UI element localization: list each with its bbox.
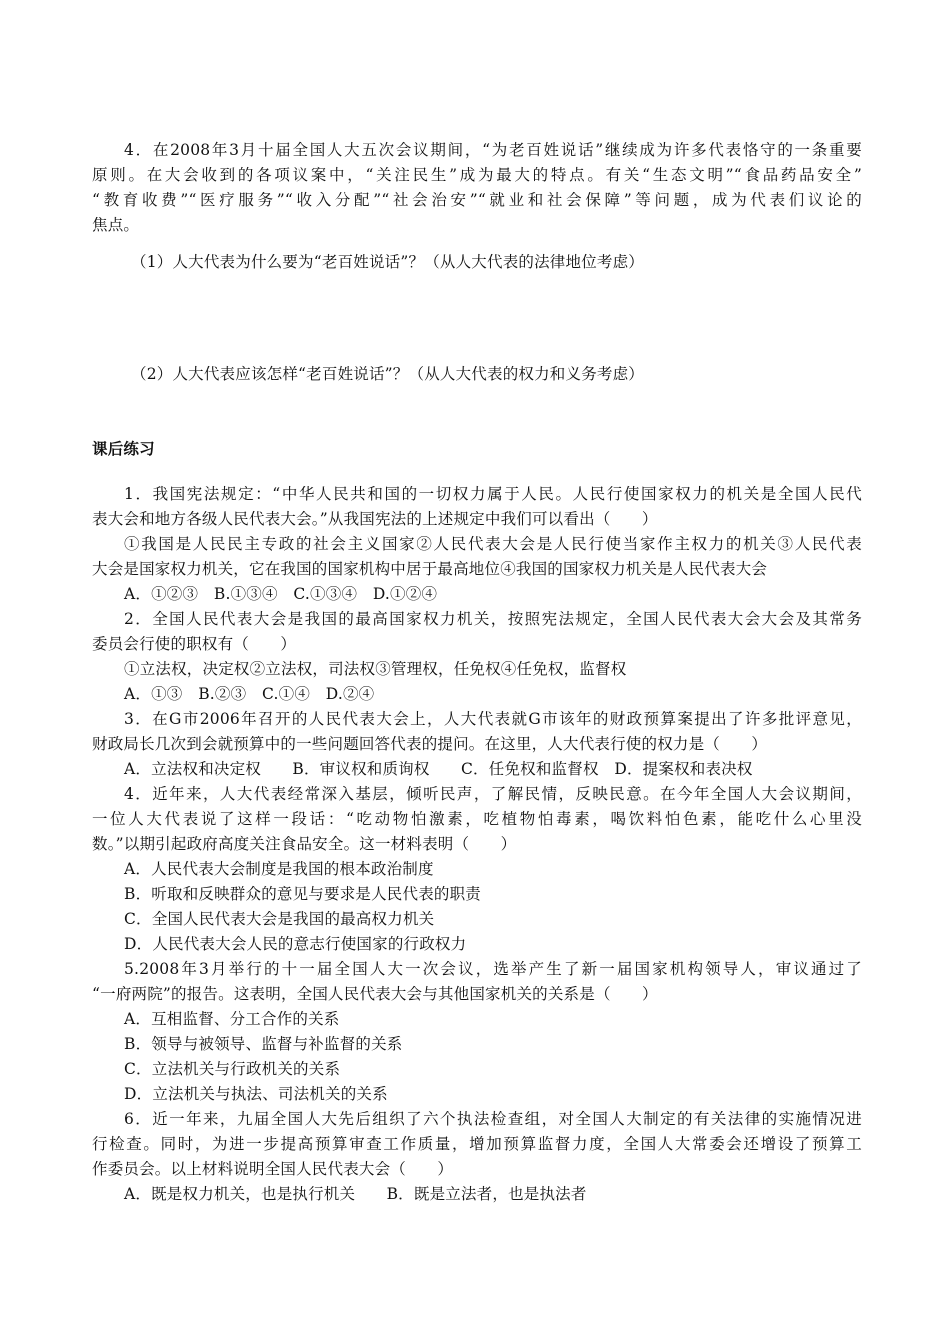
exercise-options: A．①②③ B.①③④ C.①③④ D.①②④ [124,585,438,603]
exercise-line: 大会是国家权力机关，它在我国的国家机构中居于最高地位④我国的国家权力机关是人民代表大会 [92,560,768,578]
exercise-line: 1．我国宪法规定：“中华人民共和国的一切权力属于人民。人民行使国家权力的机关是全国人民代 [124,485,862,503]
exercise-options: A．立法权和决定权 B．审议权和质询权 C．任免权和监督权 D．提案权和表决权 [124,760,753,778]
exercise-option: D．立法机关与执法、司法机关的关系 [124,1085,388,1103]
exercise-line: “一府两院”的报告。这表明，全国人民代表大会与其他国家机关的关系是（ ） [92,985,658,1003]
exercise-line: 数。”以期引起政府高度关注食品安全。这一材料表明（ ） [92,835,517,853]
exercise-line: 6．近一年来，九届全国人大先后组织了六个执法检查组，对全国人大制定的有关法律的实施情况进 [124,1110,862,1128]
exercise-line: 作委员会。以上材料说明全国人民代表大会（ ） [92,1160,454,1178]
q4-intro-line: “教育收费”“医疗服务”“收入分配”“社会治安”“就业和社会保障”等问题，成为代表们议论的 [92,191,862,209]
exercise-line: ①立法权，决定权②立法权，司法权③管理权，任免权④任免权，监督权 [124,660,627,678]
exercise-option: C．立法机关与行政机关的关系 [124,1060,341,1078]
exercise-line: 委员会行使的职权有（ ） [92,635,297,653]
exercise-line: 行检查。同时，为进一步提高预算审查工作质量，增加预算监督力度，全国人大常委会还增设了预算工 [92,1135,862,1153]
exercise-line: 一位人大代表说了这样一段话：“吃动物怕激素，吃植物怕毒素，喝饮料怕色素，能吃什么心里没 [92,810,862,828]
exercise-option: A．人民代表大会制度是我国的根本政治制度 [124,860,434,878]
section-title: 课后练习 [92,440,155,458]
exercise-option: D．人民代表大会人民的意志行使国家的行政权力 [124,935,467,953]
exercise-option: B．领导与被领导、监督与补监督的关系 [124,1035,403,1053]
exercise-option: C．全国人民代表大会是我国的最高权力机关 [124,910,435,928]
q4-subquestion-2: （2）人大代表应该怎样“老百姓说话”？（从人大代表的权力和义务考虑） [131,365,645,383]
exercise-line: ①我国是人民民主专政的社会主义国家②人民代表大会是人民行使当家作主权力的机关③人民代表 [124,535,862,553]
exercise-line: 2．全国人民代表大会是我国的最高国家权力机关，按照宪法规定，全国人民代表大会大会及其常务 [124,610,862,628]
exercise-options: A．既是权力机关，也是执行机关 B．既是立法者，也是执法者 [124,1185,587,1203]
exercise-line: 5.2008年3月举行的十一届全国人大一次会议，选举产生了新一届国家机构领导人，审议通过了 [124,960,862,978]
exercise-line: 4．近年来，人大代表经常深入基层，倾听民声，了解民情，反映民意。在今年全国人大会议期间， [124,785,862,803]
exercise-line: 3．在G市2006年召开的人民代表大会上，人大代表就G市该年的财政预算案提出了许多批评意见， [124,710,862,728]
exercise-options: A．①③ B.②③ C.①④ D.②④ [124,685,375,703]
q4-subquestion-1: （1）人大代表为什么要为“老百姓说话”？（从人大代表的法律地位考虑） [131,253,645,271]
q4-intro-line: 原则。在大会收到的各项议案中，“关注民生”成为最大的特点。有关“生态文明”“食品药品安全” [92,166,862,184]
q4-intro-line: 4．在2008年3月十届全国人大五次会议期间，“为老百姓说话”继续成为许多代表恪守的一条重要 [124,141,862,159]
exercise-option: B．听取和反映群众的意见与要求是人民代表的职责 [124,885,481,903]
q4-intro-line: 焦点。 [92,216,140,234]
exercise-line: 表大会和地方各级人民代表大会。”从我国宪法的上述规定中我们可以看出（ ） [92,510,658,528]
exercise-line: 财政局长几次到会就预算中的一些问题回答代表的提问。在这里，人大代表行使的权力是（ ） [92,735,768,753]
exercise-option: A．互相监督、分工合作的关系 [124,1010,340,1028]
